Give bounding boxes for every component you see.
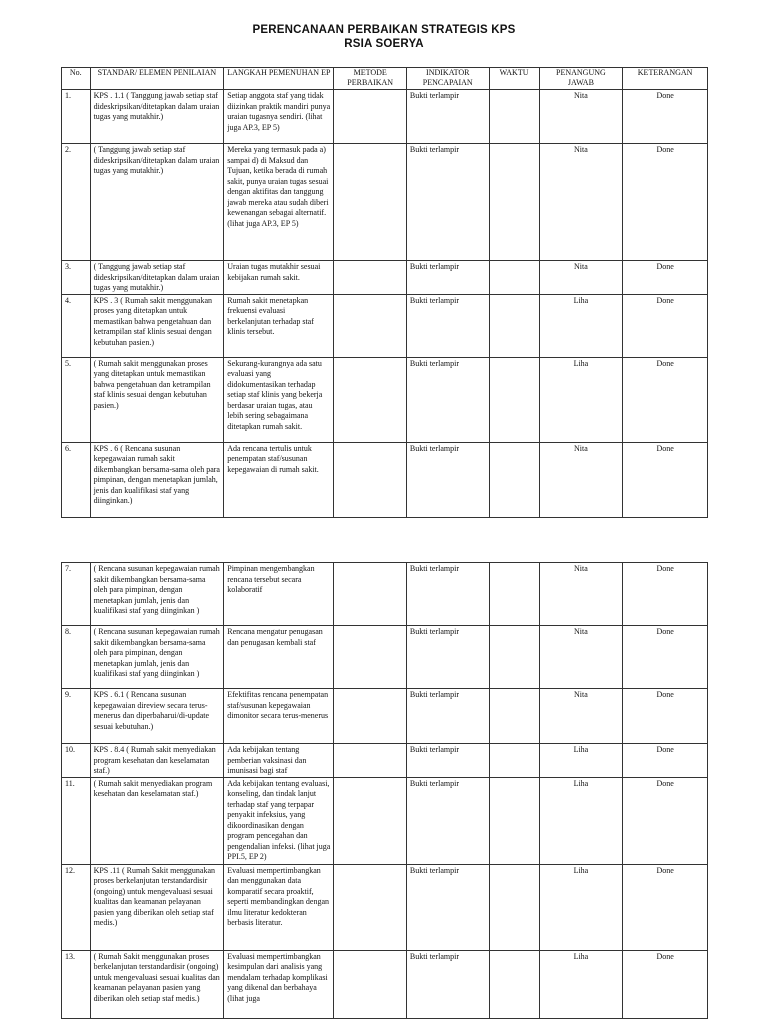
table-row: [62, 950, 708, 1018]
indikator-cell: Bukti terlampir: [406, 261, 489, 295]
standar-cell: KPS . 6 ( Rencana susunan kepegawaian rumah sakit dikembangkan bersama-sama oleh para pimpinan, dengan menetapkan jumlah, jenis dan kualifikasi staf yang diinginkan.): [90, 442, 224, 517]
waktu-cell: [489, 357, 539, 442]
standar-cell: KPS . 8.4 ( Rumah sakit menyediakan program kesehatan dan keselamatan staf.): [90, 744, 224, 778]
keterangan-cell: Done: [623, 294, 708, 357]
standar-cell: ( Rencana susunan kepegawaian rumah sakit dikembangkan bersama-sama oleh para pimpinan, dengan menetapkan jumlah, jenis dan kualifikasi staf yang diinginkan ): [90, 563, 224, 626]
penanggung-jawab-cell: Liha: [539, 777, 623, 864]
header-penanggung-jawab: PENANGUNG JAWAB: [539, 68, 623, 90]
table-row: [62, 294, 708, 357]
indikator-cell: Bukti terlampir: [406, 144, 489, 261]
metode-cell: [334, 864, 406, 950]
langkah-cell: Evaluasi mempertimbangkan kesimpulan dari analisis yang mendalam terhadap komplikasi yang dikenal dan berbahaya (lihat juga: [224, 950, 334, 1018]
waktu-cell: [489, 294, 539, 357]
metode-cell: [334, 777, 406, 864]
indikator-cell: Bukti terlampir: [406, 864, 489, 950]
langkah-cell: Uraian tugas mutakhir sesuai kebijakan rumah sakit.: [224, 261, 334, 295]
table-row: [62, 563, 708, 626]
standar-cell: KPS . 6.1 ( Rencana susunan kepegawaian direview secara terus-menerus dan diperbaharui/di-update sesuai kebutuhan.): [90, 689, 224, 744]
langkah-cell: Setiap anggota staf yang tidak diizinkan praktik mandiri punya uraian tugasnya sendiri. (lihat juga AP.3, EP 5): [224, 90, 334, 144]
indikator-cell: Bukti terlampir: [406, 626, 489, 689]
row-number: 7.: [62, 563, 91, 626]
header-no: No.: [62, 68, 91, 90]
row-number: 10.: [62, 744, 91, 778]
penanggung-jawab-cell: Liha: [539, 294, 623, 357]
metode-cell: [334, 626, 406, 689]
metode-cell: [334, 744, 406, 778]
langkah-cell: Ada kebijakan tentang evaluasi, konseling, dan tindak lanjut terhadap staf yang terpapar penyakit infeksius, yang dikoordinasikan dengan program pencegahan dan pengendalian infeksi. (lihat juga PPI.5, EP 2): [224, 777, 334, 864]
row-number: 2.: [62, 144, 91, 261]
langkah-cell: Ada rencana tertulis untuk penempatan staf/susunan kepegawaian di rumah sakit.: [224, 442, 334, 517]
table-row: [62, 261, 708, 295]
keterangan-cell: Done: [623, 261, 708, 295]
waktu-cell: [489, 563, 539, 626]
row-number: 11.: [62, 777, 91, 864]
indikator-cell: Bukti terlampir: [406, 744, 489, 778]
keterangan-cell: Done: [623, 744, 708, 778]
plan-table-top: [61, 67, 708, 518]
langkah-cell: Ada kebijakan tentang pemberian vaksinasi dan imunisasi bagi staf: [224, 744, 334, 778]
table-row: [62, 357, 708, 442]
indikator-cell: Bukti terlampir: [406, 950, 489, 1018]
waktu-cell: [489, 689, 539, 744]
row-number: 13.: [62, 950, 91, 1018]
penanggung-jawab-cell: Liha: [539, 744, 623, 778]
penanggung-jawab-cell: Liha: [539, 357, 623, 442]
row-number: 8.: [62, 626, 91, 689]
langkah-cell: Rencana mengatur penugasan dan penugasan kembali staf: [224, 626, 334, 689]
penanggung-jawab-cell: Nita: [539, 689, 623, 744]
penanggung-jawab-cell: Nita: [539, 442, 623, 517]
indikator-cell: Bukti terlampir: [406, 357, 489, 442]
waktu-cell: [489, 744, 539, 778]
indikator-cell: Bukti terlampir: [406, 777, 489, 864]
metode-cell: [334, 261, 406, 295]
waktu-cell: [489, 777, 539, 864]
standar-cell: ( Rencana susunan kepegawaian rumah sakit dikembangkan bersama-sama oleh para pimpinan, dengan menetapkan jumlah, jenis dan kualifikasi staf yang diinginkan ): [90, 626, 224, 689]
standar-cell: ( Rumah Sakit menggunakan proses berkelanjutan terstandardisir (ongoing) untuk mengevaluasi sesuai kualitas dan keamanan pelayanan pasien yang diberikan oleh setiap staf medis.): [90, 950, 224, 1018]
standar-cell: KPS .11 ( Rumah Sakit menggunakan proses berkelanjutan terstandardisir (ongoing) untuk mengevaluasi sesuai kualitas dan keamanan pelayanan pasien yang diberikan oleh setiap staf medis.): [90, 864, 224, 950]
table-row: [62, 90, 708, 144]
row-number: 4.: [62, 294, 91, 357]
row-number: 1.: [62, 90, 91, 144]
row-number: 12.: [62, 864, 91, 950]
metode-cell: [334, 563, 406, 626]
header-langkah: LANGKAH PEMENUHAN EP: [224, 68, 334, 90]
standar-cell: ( Rumah sakit menyediakan program kesehatan dan keselamatan staf.): [90, 777, 224, 864]
table-row: [62, 777, 708, 864]
penanggung-jawab-cell: Nita: [539, 261, 623, 295]
plan-table-bottom: [61, 562, 708, 1019]
metode-cell: [334, 294, 406, 357]
waktu-cell: [489, 626, 539, 689]
langkah-cell: Mereka yang termasuk pada a) sampai d) di Maksud dan Tujuan, ketika berada di rumah sakit, punya uraian tugas sesuai dengan aktifitas dan tanggung jawab mereka atau sudah diberi kewenangan sebagai alternatif. (lihat juga AP.3, EP 5): [224, 144, 334, 261]
header-standar: STANDAR/ ELEMEN PENILAIAN: [90, 68, 224, 90]
langkah-cell: Pimpinan mengembangkan rencana tersebut secara kolaboratif: [224, 563, 334, 626]
header-keterangan: KETERANGAN: [623, 68, 708, 90]
table-row: [62, 864, 708, 950]
penanggung-jawab-cell: Liha: [539, 864, 623, 950]
indikator-cell: Bukti terlampir: [406, 689, 489, 744]
indikator-cell: Bukti terlampir: [406, 90, 489, 144]
table-row: [62, 626, 708, 689]
row-number: 3.: [62, 261, 91, 295]
row-number: 5.: [62, 357, 91, 442]
table-header-row: [62, 68, 708, 90]
keterangan-cell: Done: [623, 144, 708, 261]
penanggung-jawab-cell: Nita: [539, 90, 623, 144]
standar-cell: ( Rumah sakit menggunakan proses yang ditetapkan untuk memastikan bahwa pengetahuan dan ketrampilan staf klinis sesuai dengan kebutuhan pasien.): [90, 357, 224, 442]
penanggung-jawab-cell: Nita: [539, 144, 623, 261]
waktu-cell: [489, 90, 539, 144]
keterangan-cell: Done: [623, 864, 708, 950]
table-body-bottom: [62, 563, 708, 1019]
standar-cell: ( Tanggung jawab setiap staf dideskripsikan/ditetapkan dalam uraian tugas yang mutakhir.): [90, 144, 224, 261]
row-number: 6.: [62, 442, 91, 517]
table-row: [62, 442, 708, 517]
waktu-cell: [489, 261, 539, 295]
keterangan-cell: Done: [623, 563, 708, 626]
table-row: [62, 144, 708, 261]
header-waktu: WAKTU: [489, 68, 539, 90]
langkah-cell: Rumah sakit menetapkan frekuensi evaluasi berkelanjutan terhadap staf klinis tersebut.: [224, 294, 334, 357]
header-metode: METODE PERBAIKAN: [334, 68, 406, 90]
table-row: [62, 689, 708, 744]
keterangan-cell: Done: [623, 442, 708, 517]
standar-cell: KPS . 1.1 ( Tanggung jawab setiap staf dideskripsikan/ditetapkan dalam uraian tugas yang mutakhir.): [90, 90, 224, 144]
penanggung-jawab-cell: Nita: [539, 563, 623, 626]
page-subtitle: RSIA SOERYA: [344, 38, 424, 50]
waktu-cell: [489, 144, 539, 261]
waktu-cell: [489, 442, 539, 517]
metode-cell: [334, 442, 406, 517]
keterangan-cell: Done: [623, 90, 708, 144]
row-number: 9.: [62, 689, 91, 744]
metode-cell: [334, 90, 406, 144]
keterangan-cell: Done: [623, 626, 708, 689]
metode-cell: [334, 144, 406, 261]
keterangan-cell: Done: [623, 357, 708, 442]
langkah-cell: Evaluasi mempertimbangkan dan menggunakan data komparatif secara proaktif, seperti membandingkan dengan ilmu literatur kedokteran berbasis literatur.: [224, 864, 334, 950]
langkah-cell: Efektifitas rencana penempatan staf/susunan kepegawaian dimonitor secara terus-menerus: [224, 689, 334, 744]
penanggung-jawab-cell: Liha: [539, 950, 623, 1018]
header-indikator: INDIKATOR PENCAPAIAN: [406, 68, 489, 90]
keterangan-cell: Done: [623, 950, 708, 1018]
penanggung-jawab-cell: Nita: [539, 626, 623, 689]
page-title: PERENCANAAN PERBAIKAN STRATEGIS KPS: [252, 24, 516, 36]
waktu-cell: [489, 950, 539, 1018]
waktu-cell: [489, 864, 539, 950]
standar-cell: ( Tanggung jawab setiap staf dideskripsikan/ditetapkan dalam uraian tugas yang mutakhir.): [90, 261, 224, 295]
indikator-cell: Bukti terlampir: [406, 442, 489, 517]
table-row: [62, 744, 708, 778]
indikator-cell: Bukti terlampir: [406, 294, 489, 357]
keterangan-cell: Done: [623, 777, 708, 864]
metode-cell: [334, 689, 406, 744]
metode-cell: [334, 357, 406, 442]
indikator-cell: Bukti terlampir: [406, 563, 489, 626]
table-body-top: [62, 90, 708, 518]
metode-cell: [334, 950, 406, 1018]
standar-cell: KPS . 3 ( Rumah sakit menggunakan proses yang ditetapkan untuk memastikan bahwa pengetahuan dan ketrampilan staf klinis sesuai dengan kebutuhan pasien.): [90, 294, 224, 357]
keterangan-cell: Done: [623, 689, 708, 744]
langkah-cell: Sekurang-kurangnya ada satu evaluasi yang didokumentasikan terhadap setiap staf klinis yang bekerja berdasar uraian tugas, atau lebih sering sebagaimana ditetapkan rumah sakit.: [224, 357, 334, 442]
